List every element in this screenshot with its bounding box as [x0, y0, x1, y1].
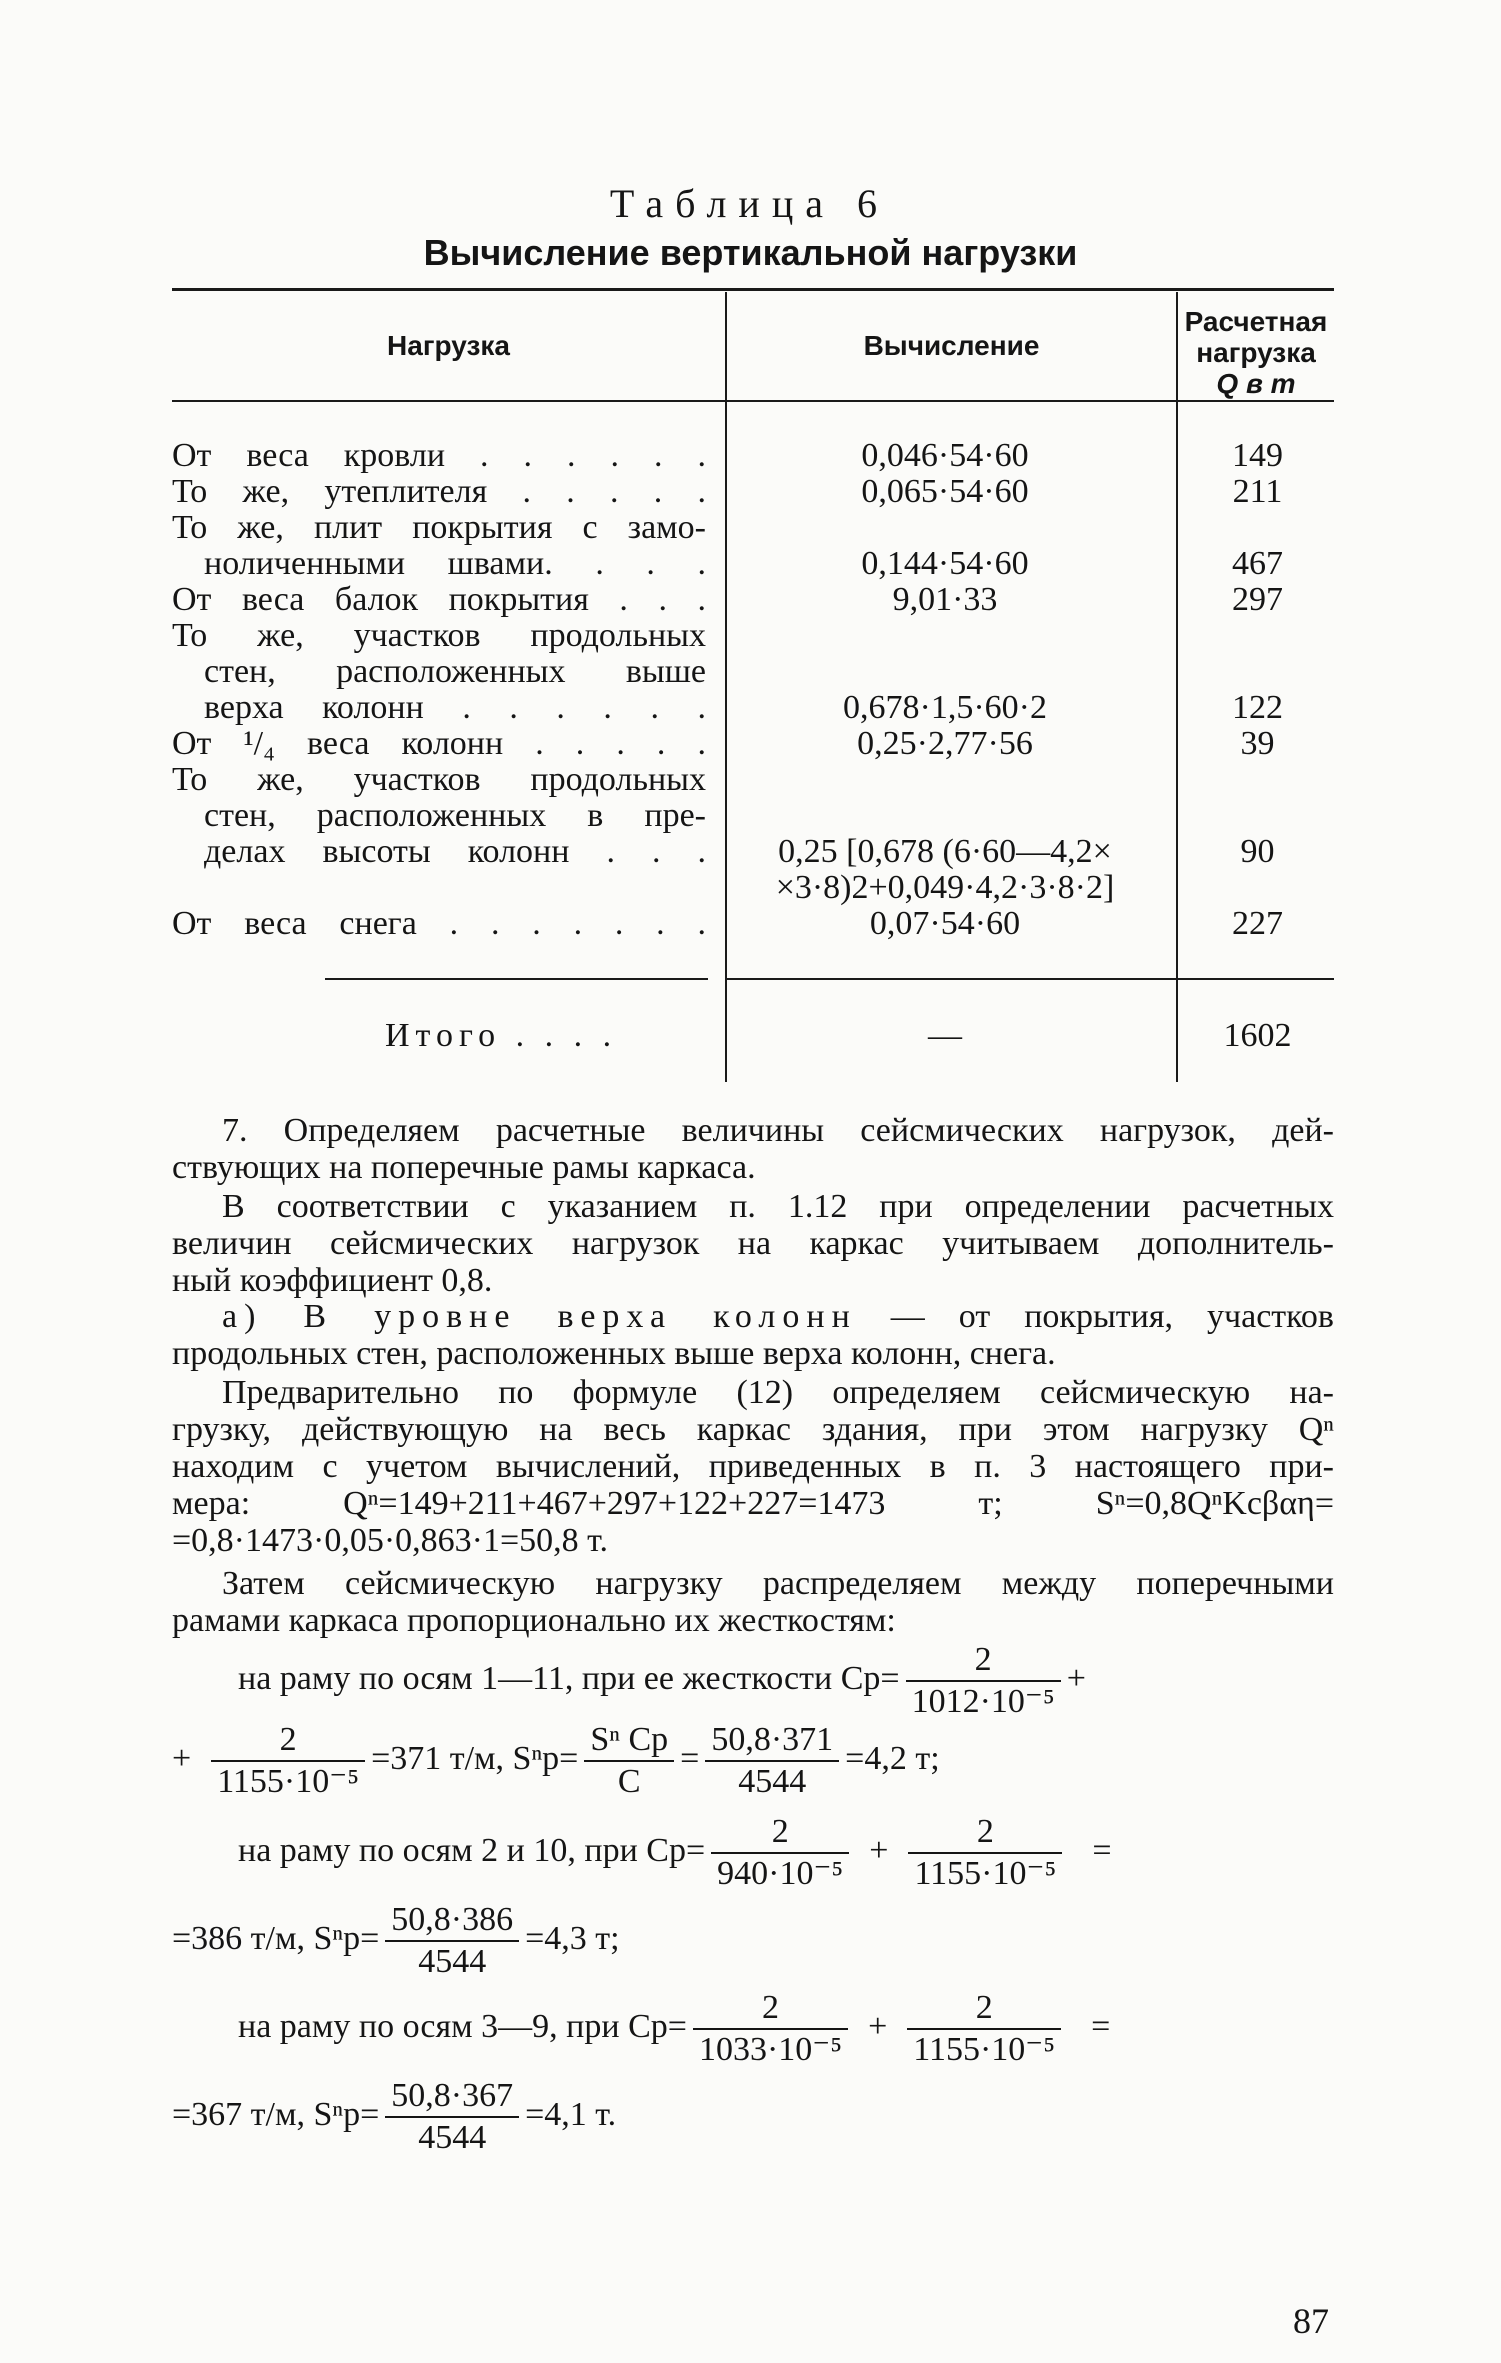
- text-line: Предварительно по формуле (12) определяем сейсмическую на-: [222, 1374, 1334, 1411]
- formula-operator: +: [1066, 1659, 1086, 1697]
- row-label: стен, расположенных в пре-: [204, 797, 706, 834]
- formula-text: =4,1 т.: [525, 2095, 617, 2133]
- row-value: 149: [1232, 437, 1283, 474]
- row-label: То же, утеплителя . . . . .: [172, 473, 706, 510]
- text-line: продольных стен, расположенных выше верха колонн, снега.: [172, 1335, 1056, 1372]
- fraction-denominator: 1155·10⁻⁵: [914, 1855, 1057, 1892]
- row-value: 227: [1232, 905, 1283, 942]
- formula-text: на раму по осям 1—11, при ее жесткости Cр=: [238, 1659, 900, 1697]
- table-total-rule: [325, 978, 708, 980]
- formula-text: =4,3 т;: [525, 1919, 620, 1957]
- fraction-denominator: 4544: [418, 2119, 487, 2156]
- fraction-numerator: 2: [907, 1988, 1061, 2030]
- row-calc: 0,07·54·60: [869, 905, 1021, 942]
- fraction-numerator: 50,8·367: [385, 2076, 519, 2118]
- text-line: [172, 1298, 1334, 1335]
- header-calculation: Вычисление: [863, 330, 1040, 361]
- fraction-numerator: 2: [711, 1812, 849, 1854]
- row-label: От веса балок покрытия . . .: [172, 581, 706, 618]
- row-label: делах высоты колонн . . .: [204, 833, 706, 870]
- fraction-numerator: Sⁿ Cр: [584, 1720, 674, 1762]
- text-line: грузку, действующую на весь каркас здания, при этом нагрузку Qⁿ: [172, 1411, 1334, 1448]
- row-value: 90: [1240, 833, 1275, 870]
- fraction: [385, 2076, 519, 2158]
- fraction-denominator: 4544: [418, 1943, 487, 1980]
- formula-line: [172, 1720, 940, 1802]
- row-value: 467: [1232, 545, 1283, 582]
- fraction-denominator: 940·10⁻⁵: [717, 1855, 844, 1892]
- formula-operator: =: [1092, 1831, 1112, 1869]
- row-calc: ×3·8)2+0,049·4,2·3·8·2]: [775, 869, 1115, 906]
- row-value: 122: [1232, 689, 1283, 726]
- header-load: Нагрузка: [387, 330, 510, 361]
- fraction-denominator: 1155·10⁻⁵: [913, 2031, 1056, 2068]
- formula-text: на раму по осям 3—9, при Cр=: [238, 2007, 687, 2045]
- header-design-load-line: нагрузка: [1196, 337, 1316, 368]
- row-label: То же, плит покрытия с замо-: [172, 509, 706, 546]
- paragraph-a: [172, 1298, 1334, 1372]
- row-calc: 0,678·1,5·60·2: [843, 689, 1047, 726]
- fraction: [693, 1988, 848, 2070]
- paragraph-preliminary: [172, 1374, 1334, 1559]
- table-col-divider-1: [725, 292, 727, 1082]
- fraction: [705, 1720, 839, 1802]
- row-label: То же, участков продольных: [172, 761, 706, 798]
- fraction-numerator: 2: [906, 1640, 1061, 1682]
- row-calc: 0,046·54·60: [861, 437, 1029, 474]
- fraction-denominator: 1155·10⁻⁵: [217, 1763, 360, 1800]
- table-total-rule: [1178, 978, 1334, 980]
- fraction-denominator: 4544: [738, 1763, 807, 1800]
- header-design-load-line: Расчетная: [1184, 306, 1328, 337]
- table-total-rule: [727, 978, 1176, 980]
- text-line: В соответствии с указанием п. 1.12 при определении расчетных: [222, 1188, 1334, 1225]
- header-design-load: [1178, 306, 1334, 399]
- formula-operator: +: [869, 1831, 889, 1869]
- row-label: От ¹/₄ веса колонн . . . . .: [172, 725, 706, 762]
- table-title: Вычисление вертикальной нагрузки: [423, 232, 1078, 273]
- fraction-numerator: 2: [211, 1720, 365, 1762]
- row-label: стен, расположенных выше: [204, 653, 706, 690]
- fraction: [584, 1720, 674, 1802]
- text-line: величин сейсмических нагрузок на каркас учитываем дополнитель-: [172, 1225, 1334, 1262]
- header-design-load-line: Q в т: [1216, 368, 1296, 399]
- formula-text: =367 т/м, Sⁿр=: [172, 2095, 380, 2133]
- formula-operator: +: [172, 1739, 192, 1777]
- fraction: [385, 1900, 519, 1982]
- fraction-denominator: C: [617, 1763, 641, 1800]
- row-label: От веса снега . . . . . . .: [172, 905, 706, 942]
- formula-operator: =: [1091, 2007, 1111, 2045]
- row-calc: 0,065·54·60: [861, 473, 1029, 510]
- row-value: 39: [1240, 725, 1275, 762]
- text-line: ный коэффициент 0,8.: [172, 1262, 493, 1299]
- fraction: [907, 1988, 1061, 2070]
- spaced-phrase: а) В уровне верха колонн: [222, 1298, 857, 1335]
- paragraph-reference: [172, 1188, 1334, 1299]
- row-label: ноличенными швами. . . .: [204, 545, 706, 582]
- formula-line: [238, 1988, 1110, 2070]
- fraction: [711, 1812, 849, 1894]
- fraction: [906, 1640, 1061, 1722]
- formula-text: =4,2 т;: [845, 1739, 940, 1777]
- formula-text: на раму по осям 2 и 10, при Cр=: [238, 1831, 706, 1869]
- table-number: Таблица 6: [609, 181, 889, 226]
- fraction: [908, 1812, 1062, 1894]
- paragraph-7: [172, 1112, 1334, 1186]
- text-line: мера: Qⁿ=149+211+467+297+122+227=1473 т; Sⁿ=0,8QⁿKсβαη=: [172, 1485, 1334, 1522]
- text-line: Затем сейсмическую нагрузку распределяем между поперечными: [222, 1565, 1334, 1602]
- table-top-rule: [172, 288, 1334, 291]
- row-calc: 9,01·33: [892, 581, 998, 618]
- text-line: находим с учетом вычислений, приведенных в п. 3 настоящего при-: [172, 1448, 1334, 1485]
- page-number: 87: [1293, 2301, 1329, 2341]
- row-label: верха колонн . . . . . .: [204, 689, 706, 726]
- total-label: Итого . . . .: [385, 1017, 618, 1054]
- row-value: 297: [1232, 581, 1283, 618]
- text-line: 7. Определяем расчетные величины сейсмических нагрузок, дей-: [222, 1112, 1334, 1149]
- formula-line: [238, 1640, 1086, 1722]
- table-col-divider-2: [1176, 292, 1178, 1082]
- text-fragment: — от покрытия, участков: [890, 1298, 1334, 1335]
- row-calc: 0,144·54·60: [861, 545, 1029, 582]
- formula-line: [238, 1812, 1112, 1894]
- formula-text: =386 т/м, Sⁿр=: [172, 1919, 380, 1957]
- fraction-numerator: 2: [693, 1988, 848, 2030]
- text-line: =0,8·1473·0,05·0,863·1=50,8 т.: [172, 1522, 608, 1559]
- formula-line: [172, 1900, 620, 1982]
- total-value: 1602: [1223, 1017, 1292, 1054]
- formula-operator: =: [680, 1739, 700, 1777]
- fraction-denominator: 1033·10⁻⁵: [698, 2031, 843, 2068]
- text-line: ствующих на поперечные рамы каркаса.: [172, 1149, 756, 1186]
- row-calc: 0,25·2,77·56: [857, 725, 1033, 762]
- formula-text: =371 т/м, Sⁿр=: [371, 1739, 579, 1777]
- table-header-rule: [172, 400, 1334, 402]
- row-label: То же, участков продольных: [172, 617, 706, 654]
- row-calc: 0,25 [0,678 (6·60—4,2×: [778, 833, 1112, 870]
- text-line: рамами каркаса пропорционально их жесткостям:: [172, 1602, 896, 1639]
- paragraph-distribution: [172, 1565, 1334, 1639]
- formula-operator: +: [868, 2007, 888, 2045]
- fraction-denominator: 1012·10⁻⁵: [911, 1683, 1055, 1720]
- fraction-numerator: 2: [908, 1812, 1062, 1854]
- fraction-numerator: 50,8·371: [705, 1720, 839, 1762]
- row-value: 211: [1232, 473, 1283, 510]
- fraction-numerator: 50,8·386: [385, 1900, 519, 1942]
- fraction: [211, 1720, 365, 1802]
- row-label: От веса кровли . . . . . .: [172, 437, 706, 474]
- formula-line: [172, 2076, 616, 2158]
- total-calc: —: [928, 1017, 962, 1054]
